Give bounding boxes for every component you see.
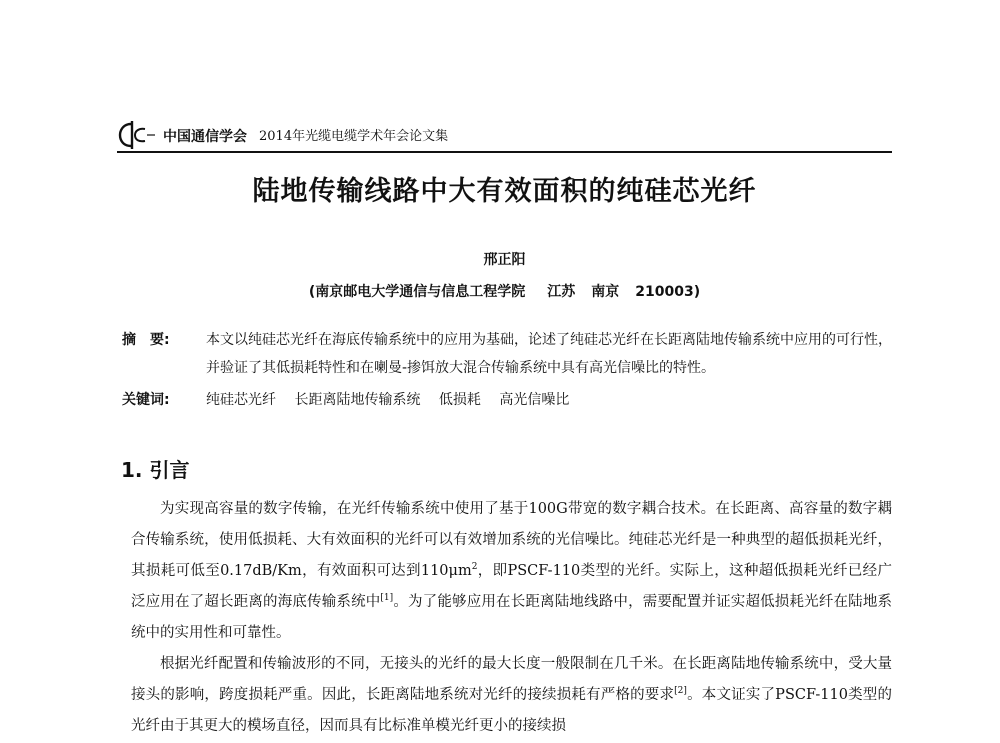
section-body <box>131 494 892 742</box>
keyword-item: 纯硅芯光纤 <box>206 392 276 408</box>
keyword-item: 长距离陆地传输系统 <box>294 392 421 408</box>
keywords <box>122 386 892 414</box>
paragraph-text: 为实现高容量的数字传输，在光纤传输系统中使用了基于100G带宽的数字耦合技术。在长距离、高容量的数字耦合传输系统，使用低损耗、大有效面积的光纤可以有效增加系统的光信噪比。纯硅芯光纤是一种典型的超低损耗光纤，其损耗可低至0.17dB/Km，有效面积可达到110μm <box>131 501 892 579</box>
header-rule <box>117 151 892 153</box>
running-header <box>117 112 892 150</box>
affiliation-close-paren: ) <box>693 284 701 300</box>
cic-logo-icon <box>117 120 157 150</box>
affiliation-institution: 南京邮电大学通信与信息工程学院 <box>315 284 526 300</box>
keyword-item: 高光信噪比 <box>499 392 570 408</box>
paragraph-text: 。为了能够应用在长距离陆地线路中，需要配置并证实超低损耗光纤在陆地系统中的实用性和可靠性。 <box>131 594 893 641</box>
citation-ref: [2] <box>674 686 687 697</box>
paragraph <box>131 649 892 742</box>
abstract <box>122 326 892 382</box>
citation-ref: [1] <box>380 593 394 604</box>
paragraph <box>131 494 892 649</box>
section-heading: 1. 引言 <box>121 458 190 482</box>
paper-affiliation <box>117 282 892 302</box>
paper-author: 邢正阳 <box>483 252 526 268</box>
superscript: 2 <box>471 562 478 573</box>
paragraph-text: ，即PSCF-110类型的光纤。实际上，这种超低损耗光纤已经广泛应用在了超长距离的海底传输系统中 <box>131 563 892 610</box>
affiliation-city: 南京 <box>591 284 620 300</box>
affiliation-province: 江苏 <box>547 284 576 300</box>
keywords-list <box>206 386 892 414</box>
header-conference: 2014年光缆电缆学术年会论文集 <box>259 129 449 144</box>
paragraph-text: 根据光纤配置和传输波形的不同，无接头的光纤的最大长度一般限制在几千米。在长距离陆地传输系统中，受大量接头的影响，跨度损耗严重。因此，长距离陆地系统对光纤的接续损耗有严格的要求 <box>131 656 892 703</box>
paper-title: 陆地传输线路中大有效面积的纯硅芯光纤 <box>252 176 757 207</box>
affiliation-open-paren: ( <box>308 284 316 300</box>
abstract-label: 摘 要: <box>122 332 170 348</box>
header-organization: 中国通信学会 <box>163 129 247 145</box>
keyword-item: 低损耗 <box>438 392 481 408</box>
affiliation-postcode: 210003 <box>635 284 694 300</box>
abstract-text: 本文以纯硅芯光纤在海底传输系统中的应用为基础，论述了纯硅芯光纤在长距离陆地传输系统中应用的可行性，并验证了其低损耗特性和在喇曼-掺饵放大混合传输系统中具有高光信噪比的特性。 <box>206 332 892 376</box>
paragraph-text: 。本文证实了PSCF-110类型的光纤由于其更大的模场直径，因而具有比标准单模光纤更小的接续损 <box>131 687 892 734</box>
keywords-label: 关键词: <box>122 392 170 408</box>
